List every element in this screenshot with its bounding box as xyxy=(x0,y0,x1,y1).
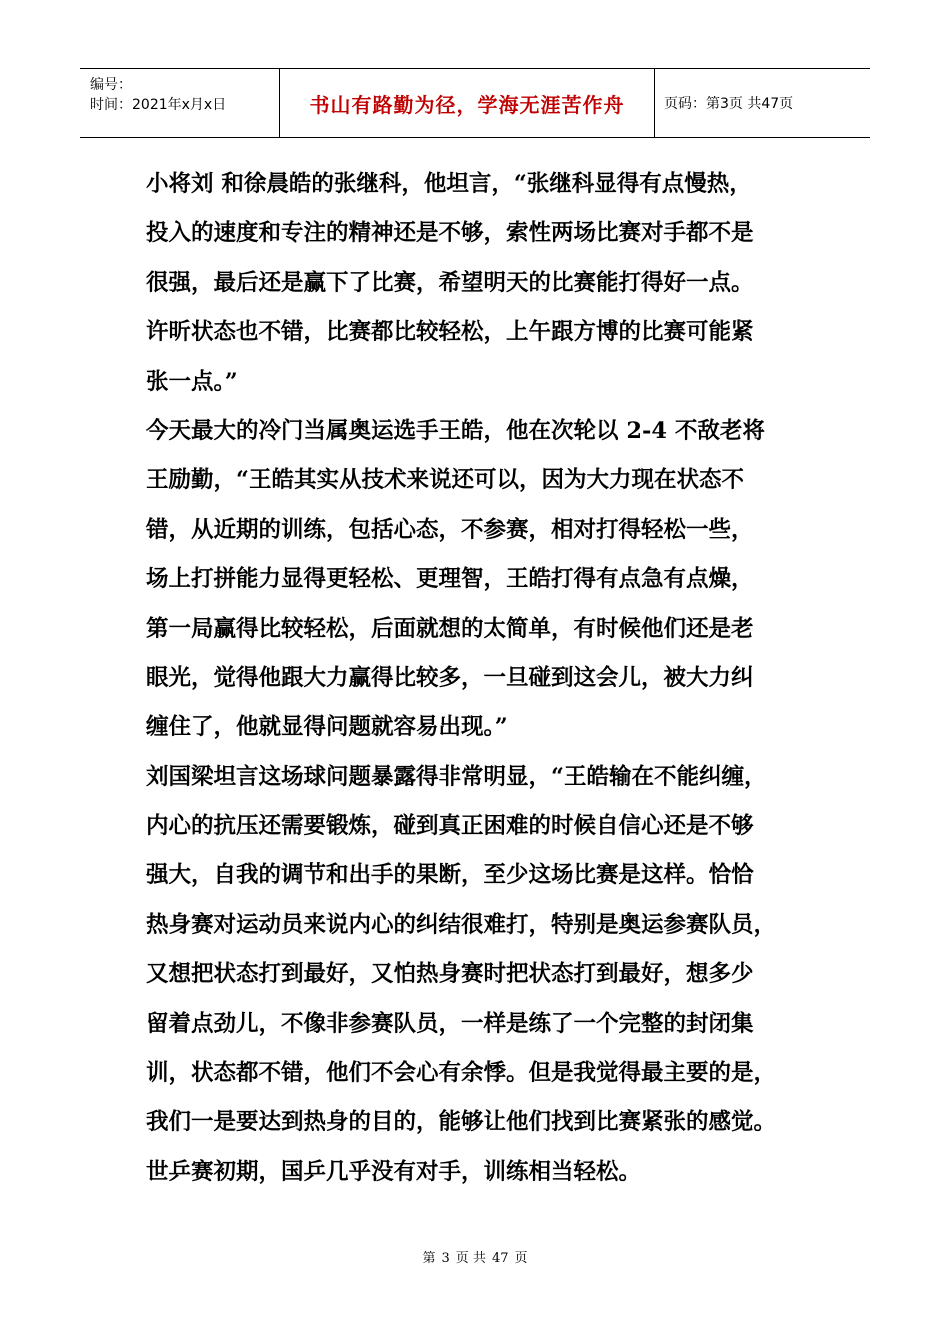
body-text-line: 眼光，觉得他跟大力赢得比较多，一旦碰到这会儿，被大力纠 xyxy=(146,664,754,691)
article-body xyxy=(146,160,846,1197)
body-text-line: 今天最大的冷门当属奥运选手王皓，他在次轮以 2-4 不敌老将 xyxy=(146,417,765,444)
footer-middle: 页 共 xyxy=(455,1251,486,1266)
footer-prefix: 第 xyxy=(422,1251,436,1266)
page-header xyxy=(80,68,870,138)
body-text-line: 许昕状态也不错，比赛都比较轻松，上午跟方博的比赛可能紧 xyxy=(146,319,754,346)
body-text-line: 投入的速度和专注的精神还是不够，索性两场比赛对手都不是 xyxy=(146,220,754,247)
document-number-label: 编号： xyxy=(90,77,132,93)
body-text-line: 强大，自我的调节和出手的果断，至少这场比赛是这样。恰恰 xyxy=(146,862,754,889)
body-text-line: 场上打拼能力显得更轻松、更理智，王皓打得有点急有点燥， xyxy=(146,566,754,593)
footer-current-page: 3 xyxy=(441,1251,450,1266)
body-text-line: 很强，最后还是赢下了比赛，希望明天的比赛能打得好一点。 xyxy=(146,269,754,296)
body-text-line: 热身赛对运动员来说内心的纠结很难打，特别是奥运参赛队员， xyxy=(146,911,777,938)
body-text-line: 又想把状态打到最好，又怕热身赛时把状态打到最好，想多少 xyxy=(146,961,754,988)
body-text-line: 我们一是要达到热身的目的，能够让他们找到比赛紧张的感觉。 xyxy=(146,1109,777,1136)
header-page-info-cell xyxy=(655,69,870,137)
body-text-line: 王励勤，“王皓其实从技术来说还可以，因为大力现在状态不 xyxy=(146,467,744,494)
body-text-line: 错，从近期的训练，包括心态，不参赛，相对打得轻松一些， xyxy=(146,516,754,543)
body-text-line: 训，状态都不错，他们不会心有余悸。但是我觉得最主要的是， xyxy=(146,1060,777,1087)
document-time-label: 时间：2021年x月x日 xyxy=(90,97,227,113)
footer-suffix: 页 xyxy=(514,1251,528,1266)
body-text-line: 刘国梁坦言这场球问题暴露得非常明显，“王皓输在不能纠缠， xyxy=(146,763,767,790)
body-text-line: 小将刘 和徐晨皓的张继科，他坦言，“张继科显得有点慢热， xyxy=(146,171,752,197)
body-text-line: 内心的抗压还需要锻炼，碰到真正困难的时候自信心还是不够 xyxy=(146,813,754,840)
footer-total-pages: 47 xyxy=(491,1251,509,1266)
body-text-line: 张一点。” xyxy=(146,368,238,395)
header-page-info: 页码：第3页 共47页 xyxy=(664,96,794,112)
header-meta xyxy=(80,69,279,137)
body-text-line: 缠住了，他就显得问题就容易出现。” xyxy=(146,714,508,741)
body-text-line: 第一局赢得比较轻松，后面就想的太简单，有时候他们还是老 xyxy=(146,615,754,642)
page-footer xyxy=(0,1247,950,1266)
header-motto: 书山有路勤为径，学海无涯苦作舟 xyxy=(309,92,625,117)
body-text-line: 世乒赛初期，国乒几乎没有对手，训练相当轻松。 xyxy=(146,1158,642,1185)
body-text-line: 留着点劲儿，不像非参赛队员，一样是练了一个完整的封闭集 xyxy=(146,1010,754,1037)
header-motto-cell xyxy=(279,69,655,137)
